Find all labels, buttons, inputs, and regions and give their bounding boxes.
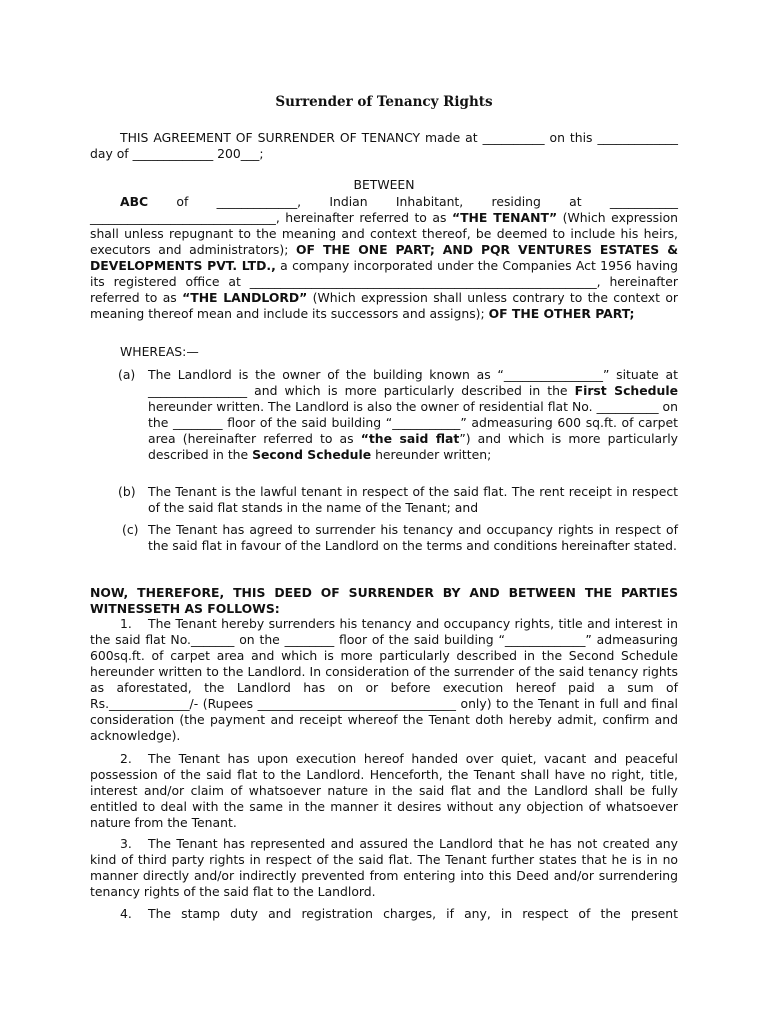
- parties-text-2: (Which expression shall unless repugnant to the meaning and context thereof, be deemed to include his heirs, executors and administrators);: [90, 210, 678, 257]
- recital-a-text-2: hereunder written. The Landlord is also the owner of residential flat No. __________ on the ________ floor of the said building “___________” admeasuring 600 sq.ft. of carpet area (hereinafter referred to as: [148, 399, 678, 446]
- document-title: Surrender of Tenancy Rights: [275, 94, 493, 110]
- recital-text: The Tenant has agreed to surrender his tenancy and occupancy rights in respect of the said flat in favour of the Landlord on the terms and conditions hereinafter stated.: [148, 522, 678, 553]
- between-heading: BETWEEN: [353, 177, 415, 192]
- tenant-name: ABC: [120, 194, 149, 209]
- clause-text: The stamp duty and registration charges, if any, in respect of the present: [148, 906, 678, 921]
- recital-text: The Tenant is the lawful tenant in respect of the said flat. The rent receipt in respect of the said flat stands in the name of the Tenant; and: [148, 484, 678, 515]
- recital-a-text-3: ”) and which is more particularly described in the: [148, 431, 678, 462]
- parties-text-4: (Which expression shall unless contrary to the context or meaning thereof mean and include its successors and assigns);: [90, 290, 678, 321]
- clause-text: The Tenant has represented and assured the Landlord that he has not created any kind of third party rights in respect of the said flat. The Tenant further states that he is in no manner directly and/or indirectly prevented from entering into this Deed and/or surrendering tenancy rights of the said flat to the Landlord.: [90, 836, 678, 899]
- recital-a: [90, 367, 678, 463]
- tenant-label: “THE TENANT”: [451, 210, 558, 225]
- first-schedule-ref: First Schedule: [574, 383, 678, 398]
- landlord-label: “THE LANDLORD”: [182, 290, 308, 305]
- parties-paragraph: [90, 194, 678, 322]
- recital-label: (b): [118, 484, 136, 499]
- clause-text: The Tenant has upon execution hereof handed over quiet, vacant and peaceful possession of the said flat to the Landlord. Henceforth, the Tenant shall have no right, title, interest and/or claim of whatsoever nature in the said flat and the Landlord shall be fully entitled to deal with the same in the manner it desires without any objection of whatsoever nature from the Tenant.: [90, 751, 678, 830]
- parties-text-3: a company incorporated under the Companies Act 1956 having its registered office at ________________________________________________________, hereinafter referred to as: [90, 258, 678, 305]
- clause-text: The Tenant hereby surrenders his tenancy and occupancy rights, title and interest in the said flat No._______ on the ________ floor of the said building “_____________” admeasuring 600sq.ft. of carpet area and which is more particularly described in the Second Schedule hereunder written to the Landlord. In consideration of the surrender of the said tenancy rights as aforestated, the Landlord has on or before execution hereof paid a sum of Rs._____________/- (Rupees ________________________________ only) to the Tenant in full and final consideration (the payment and receipt whereof the Tenant doth hereby admit, confirm and acknowledge).: [90, 616, 678, 743]
- clause-2: [90, 751, 678, 831]
- whereas-heading: WHEREAS:—: [120, 344, 199, 359]
- second-schedule-ref: Second Schedule: [252, 447, 372, 462]
- clause-4: [90, 906, 678, 922]
- clause-number: 4.: [120, 906, 132, 921]
- recital-c: [90, 522, 678, 554]
- recital-label: (a): [118, 367, 136, 382]
- now-therefore-heading: NOW, THEREFORE, THIS DEED OF SURRENDER BY AND BETWEEN THE PARTIES WITNESSETH AS FOLLOWS:: [90, 585, 678, 616]
- clause-1: [90, 616, 678, 744]
- said-flat-label: “the said flat: [360, 431, 460, 446]
- recital-text: [148, 367, 678, 463]
- clause-number: 2.: [120, 751, 132, 766]
- intro-paragraph: THIS AGREEMENT OF SURRENDER OF TENANCY made at __________ on this _____________ day of _____________ 200___;: [90, 130, 678, 161]
- recital-label: (c): [122, 522, 139, 537]
- recital-a-text-4: hereunder written;: [371, 447, 492, 462]
- clause-number: 1.: [120, 616, 132, 631]
- recital-b: [90, 484, 678, 516]
- other-part-label: OF THE OTHER PART;: [488, 306, 635, 321]
- clause-number: 3.: [120, 836, 132, 851]
- recital-a-text-1: The Landlord is the owner of the building known as “________________” situate at ________________ and which is more particularly described in the: [148, 367, 678, 398]
- one-part-label: OF THE ONE PART; AND PQR VENTURES ESTATES & DEVELOPMENTS PVT. LTD.,: [90, 242, 678, 273]
- parties-text-1: of _____________, Indian Inhabitant, residing at ___________ ______________________________, hereinafter referred to as: [90, 194, 678, 225]
- clause-3: [90, 836, 678, 900]
